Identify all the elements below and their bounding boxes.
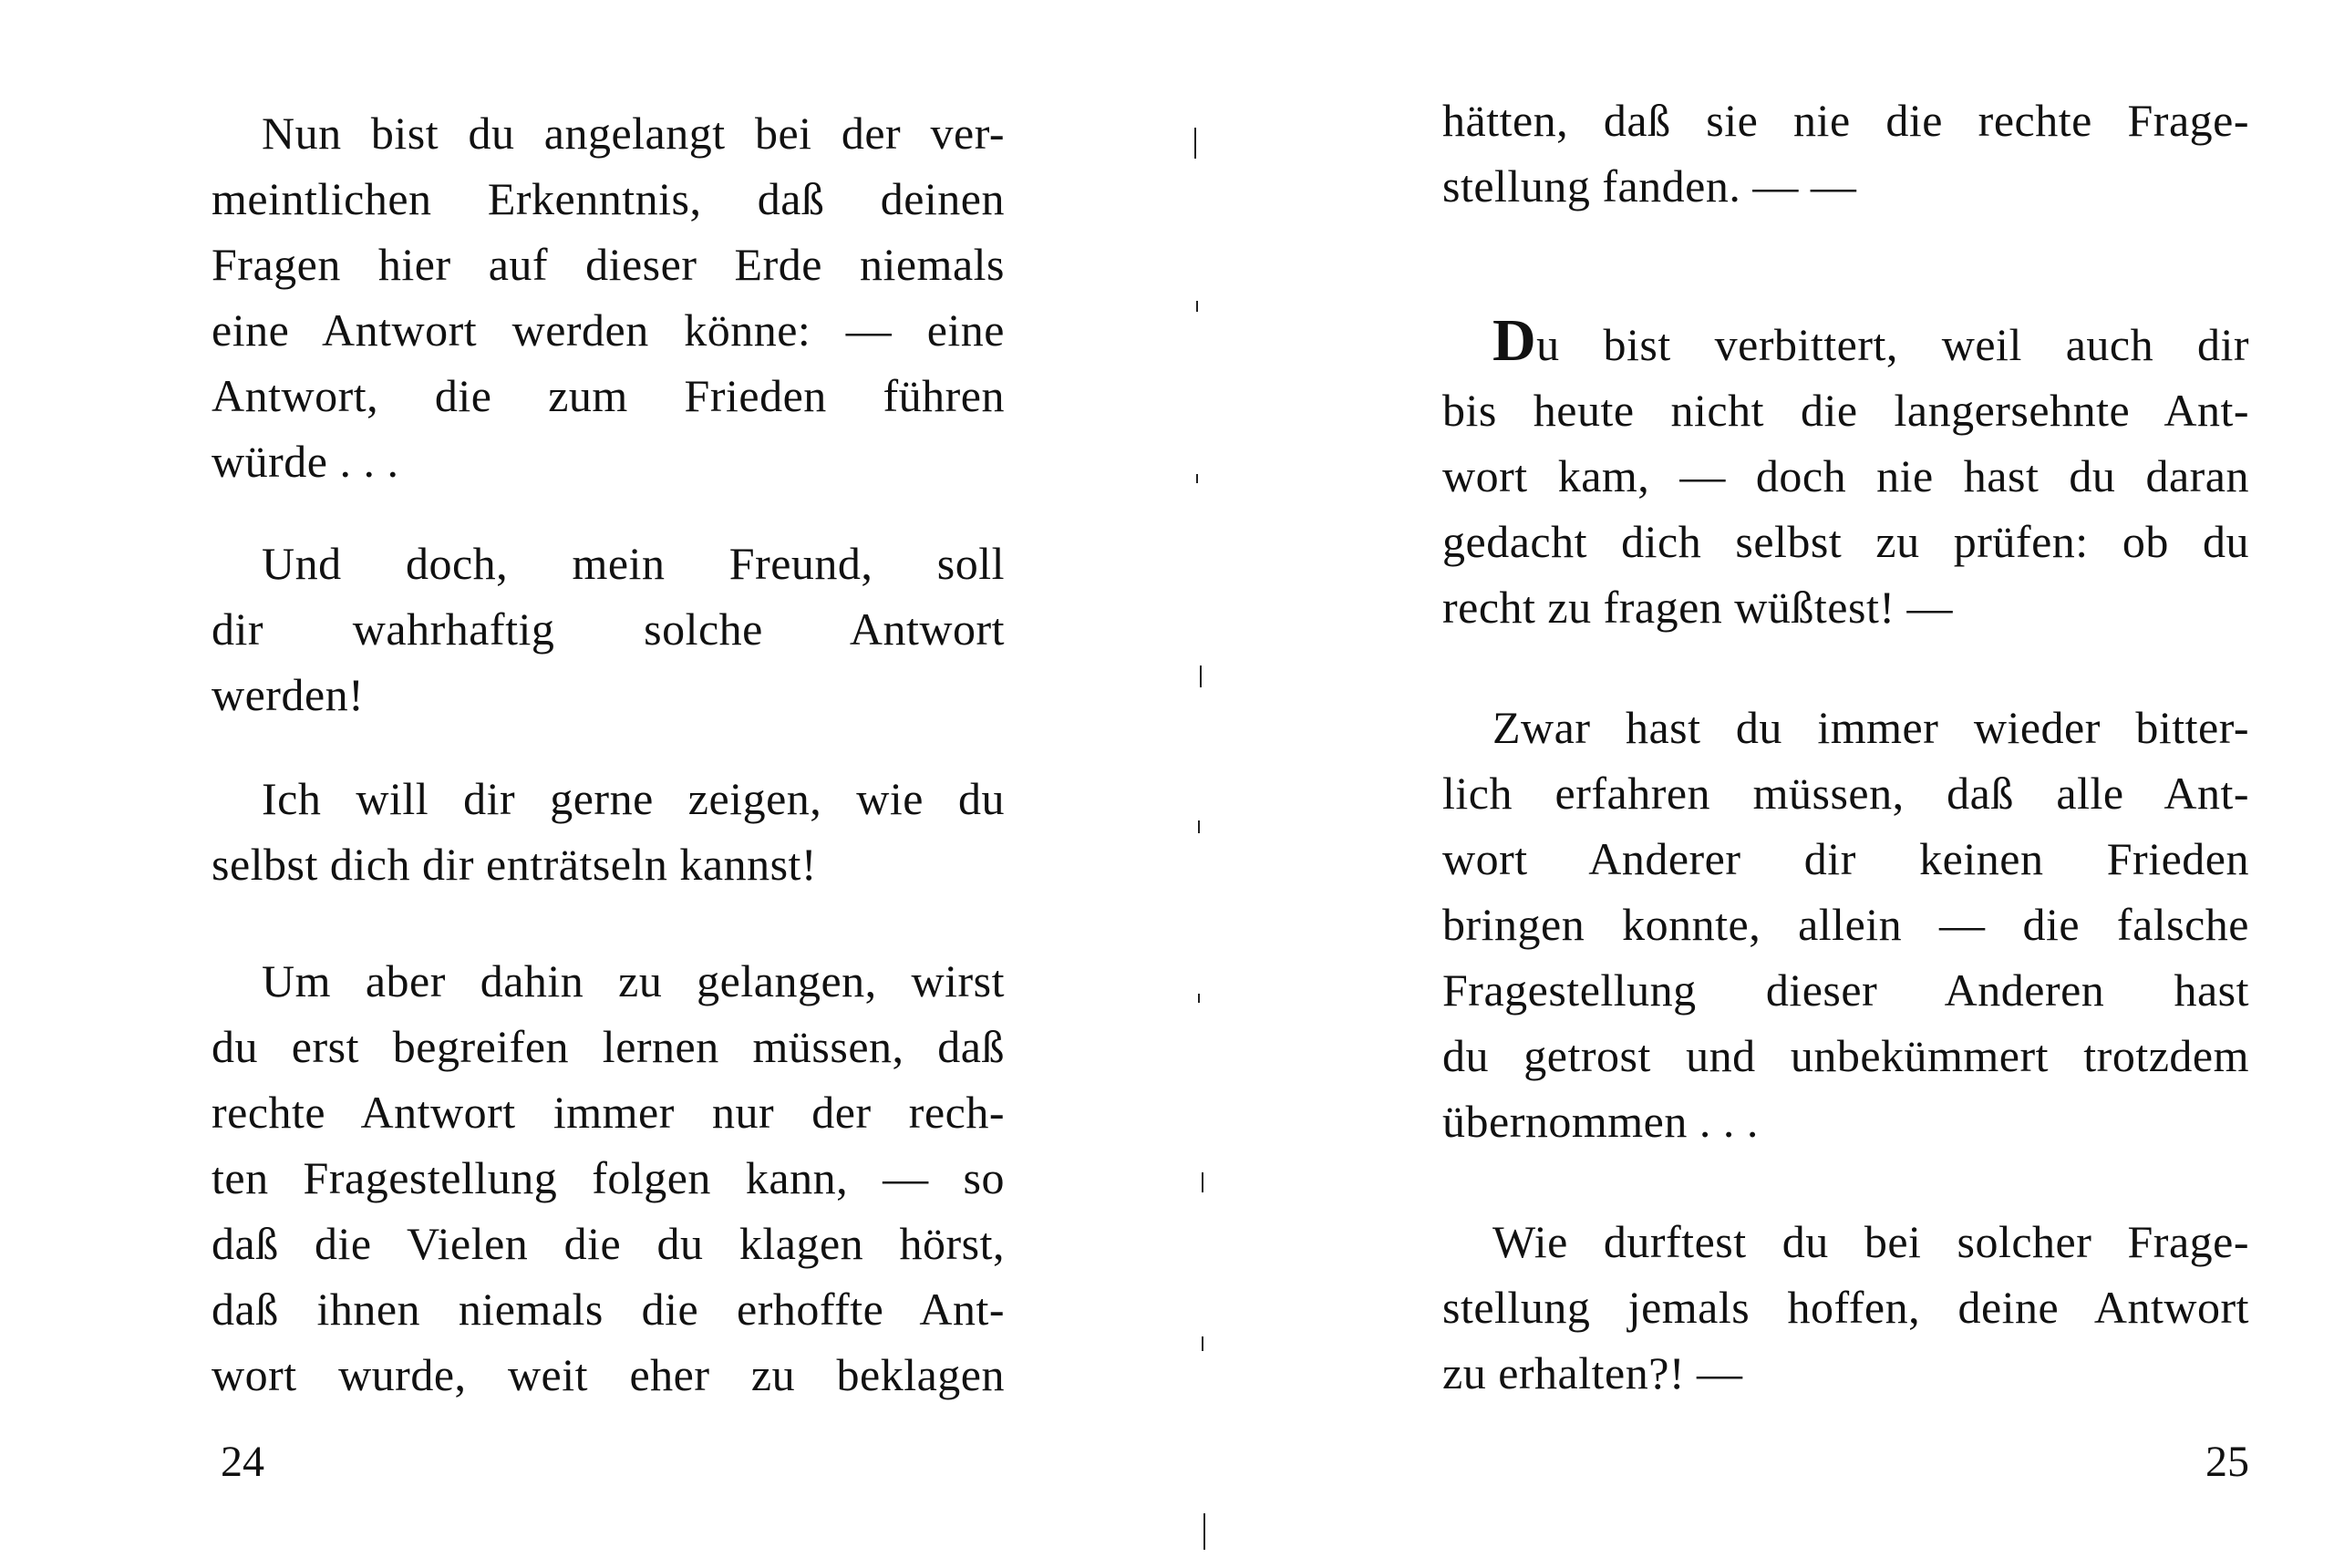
- gutter-mark: [1196, 474, 1198, 483]
- page-number: 25: [2205, 1438, 2249, 1486]
- text-line: stellung jemals hoffen, deine Antwort: [1442, 1282, 2249, 1333]
- right-page: [1442, 0, 2249, 1568]
- gutter-mark: [1203, 1513, 1205, 1550]
- gutter-mark: [1196, 301, 1198, 312]
- gutter-mark: [1198, 820, 1200, 833]
- text-line: wort Anderer dir keinen Frieden: [1442, 833, 2249, 884]
- text-line: du erst begreifen lernen müssen, daß: [212, 1021, 1005, 1072]
- text-line-with-initial: [1442, 307, 2249, 377]
- text-line: du getrost und unbekümmert trotzdem: [1442, 1030, 2249, 1081]
- text-line: Fragestellung dieser Anderen hast: [1442, 965, 2249, 1016]
- text-line: selbst dich dir enträtseln kannst!: [212, 839, 818, 890]
- text-line: hätten, daß sie nie die rechte Frage-: [1442, 95, 2249, 146]
- text-line: Nun bist du angelangt bei der ver-: [262, 108, 1005, 159]
- text-line: bringen konnte, allein — die falsche: [1442, 899, 2249, 950]
- drop-initial: D: [1492, 307, 1537, 374]
- gutter-mark: [1202, 1336, 1203, 1351]
- gutter-mark: [1202, 1172, 1203, 1192]
- text-line: stellung fanden. — —: [1442, 160, 1857, 211]
- text-line: Wie durftest du bei solcher Frage-: [1492, 1216, 2249, 1267]
- text-line: bis heute nicht die langersehnte Ant-: [1442, 385, 2249, 436]
- page-number: 24: [221, 1438, 264, 1486]
- text-line: wort wurde, weit eher zu beklagen: [212, 1349, 1005, 1400]
- text-line: ten Fragestellung folgen kann, — so: [212, 1152, 1005, 1203]
- text-line: recht zu fragen wüßtest! —: [1442, 582, 1953, 633]
- text-line: rechte Antwort immer nur der rech-: [212, 1087, 1005, 1138]
- left-page: [212, 0, 1005, 1568]
- text-line: zu erhalten?! —: [1442, 1347, 1743, 1398]
- text-line: werden!: [212, 669, 365, 720]
- text-line: Antwort, die zum Frieden führen: [212, 370, 1005, 421]
- text-line: daß die Vielen die du klagen hörst,: [212, 1218, 1005, 1269]
- text-line: eine Antwort werden könne: — eine: [212, 304, 1005, 356]
- text-line: Ich will dir gerne zeigen, wie du: [262, 773, 1005, 824]
- text-line: würde . . .: [212, 436, 399, 487]
- text-line: Und doch, mein Freund, soll: [262, 538, 1005, 589]
- text-line: Um aber dahin zu gelangen, wirst: [262, 955, 1005, 1006]
- text-line: daß ihnen niemals die erhoffte Ant-: [212, 1284, 1005, 1335]
- text-line-rest: u bist verbittert, weil auch dir: [1536, 319, 2249, 370]
- book-gutter: [1183, 0, 1220, 1568]
- text-line: Fragen hier auf dieser Erde niemals: [212, 239, 1005, 290]
- gutter-mark: [1200, 665, 1202, 687]
- text-line: dir wahrhaftig solche Antwort: [212, 603, 1005, 655]
- text-line: meintlichen Erkenntnis, daß deinen: [212, 173, 1005, 224]
- gutter-mark: [1198, 994, 1200, 1003]
- text-line: gedacht dich selbst zu prüfen: ob du: [1442, 516, 2249, 567]
- text-line: lich erfahren müssen, daß alle Ant-: [1442, 768, 2249, 819]
- text-line: Zwar hast du immer wieder bitter-: [1492, 702, 2249, 753]
- gutter-mark: [1194, 128, 1196, 159]
- text-line: übernommen . . .: [1442, 1096, 1759, 1147]
- text-line: wort kam, — doch nie hast du daran: [1442, 450, 2249, 501]
